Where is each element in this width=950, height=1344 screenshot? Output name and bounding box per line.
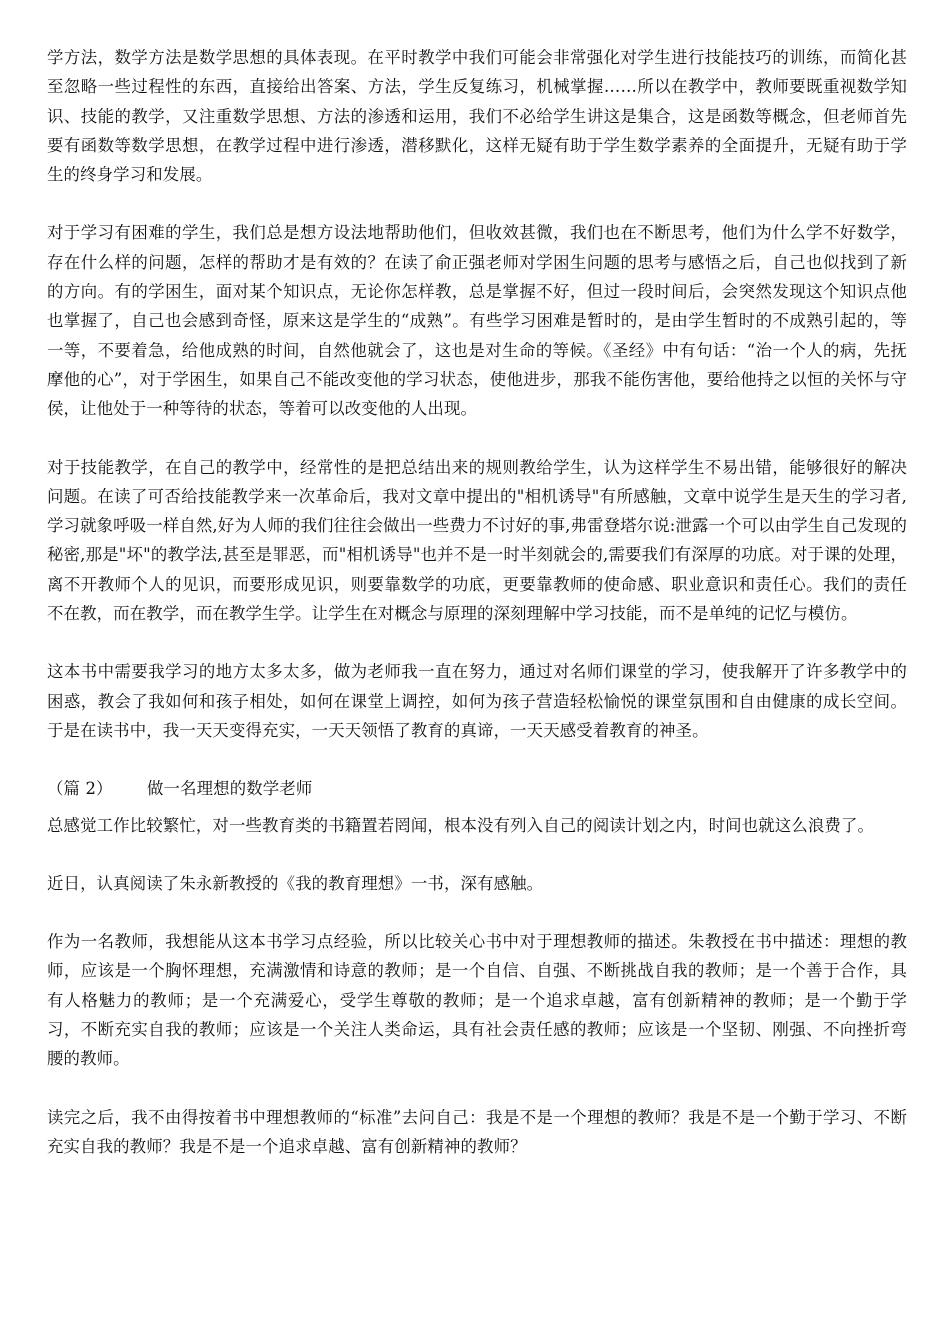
section-title: 做一名理想的数学老师 xyxy=(147,779,313,799)
paragraph-6: 近日，认真阅读了朱永新教授的《我的教育理想》一书，深有感触。 xyxy=(47,873,544,893)
section-heading xyxy=(47,774,907,803)
paragraph-7: 作为一名教师，我想能从这本书学习点经验，所以比较关心书中对于理想教师的描述。朱教授在书中描述：理想的教师，应该是一个胸怀理想，充满激情和诗意的教师；是一个自信、自强、不断挑战自我的教师；是一个善于合作，具有人格魅力的教师；是一个充满爱心，受学生尊敬的教师；是一个追求卓越，富有创新精神的教师；是一个勤于学习，不断充实自我的教师；应该是一个关注人类命运，具有社会责任感的教师；应该是一个坚韧、刚强、不向挫折弯腰的教师。 xyxy=(47,932,907,1069)
document-page xyxy=(47,43,907,1190)
paragraph-1: 学方法，数学方法是数学思想的具体表现。在平时教学中我们可能会非常强化对学生进行技能技巧的训练，而简化甚至忽略一些过程性的东西，直接给出答案、方法，学生反复练习，机械掌握……所以在教学中，教师要既重视数学知识、技能的教学，又注重数学思想、方法的渗透和运用，我们不必给学生讲这是集合，这是函数等概念，但老师首先要有函数等数学思想，在教学过程中进行渗透，潜移默化，这样无疑有助于学生数学素养的全面提升，无疑有助于学生的终身学习和发展。 xyxy=(47,48,907,185)
paragraph-8: 读完之后，我不由得按着书中理想教师的“标准”去问自己：我是不是一个理想的教师？我是不是一个勤于学习、不断充实自我的教师？我是不是一个追求卓越、富有创新精神的教师？ xyxy=(47,1107,907,1156)
paragraph-5: 总感觉工作比较繁忙，对一些教育类的书籍置若罔闻，根本没有列入自己的阅读计划之内，时间也就这么浪费了。 xyxy=(47,815,875,835)
section-tag: （篇 2） xyxy=(47,779,113,799)
paragraph-3: 对于技能教学，在自己的教学中，经常性的是把总结出来的规则教给学生，认为这样学生不易出错，能够很好的解决问题。在读了可否给技能教学来一次革命后，我对文章中提出的"相机诱导"有所感触，文章中说学生是天生的学习者,学习就象呼吸一样自然,好为人师的我们往往会做出一些费力不讨好的事,弗雷登塔尔说:泄露一个可以由学生自己发现的秘密,那是"坏"的教学法,甚至是罪恶，而"相机诱导"也并不是一时半刻就会的,需要我们有深厚的功底。对于课的处理，离不开教师个人的见识，而要形成见识，则要靠数学的功底，更要靠教师的使命感、职业意识和责任心。我们的责任不在教，而在教学，而在教学生学。让学生在对概念与原理的深刻理解中学习技能，而不是单纯的记忆与模仿。 xyxy=(47,457,907,624)
paragraph-4: 这本书中需要我学习的地方太多太多，做为老师我一直在努力，通过对名师们课堂的学习，使我解开了许多教学中的困惑，教会了我如何和孩子相处，如何在课堂上调控，如何为孩子营造轻松愉悦的课堂氛围和自由健康的成长空间。于是在读书中，我一天天变得充实，一天天领悟了教育的真谛，一天天感受着教育的神圣。 xyxy=(47,662,907,740)
paragraph-2: 对于学习有困难的学生，我们总是想方设法地帮助他们，但收效甚微，我们也在不断思考，他们为什么学不好数学，存在什么样的问题，怎样的帮助才是有效的？在读了俞正强老师对学困生问题的思考与感悟之后，自己也似找到了新的方向。有的学困生，面对某个知识点，无论你怎样教，总是掌握不好，但过一段时间后，会突然发现这个知识点他也掌握了，自己也会感到奇怪，原来这是学生的“成熟”。有些学习困难是暂时的，是由学生暂时的不成熟引起的，等一等，不要着急，给他成熟的时间，自然他就会了，这也是对生命的等候。《圣经》中有句话：“治一个人的病，先抚摩他的心”，对于学困生，如果自己不能改变他的学习状态，使他进步，那我不能伤害他，要给他持之以恒的关怀与守侯，让他处于一种等待的状态，等着可以改变他的人出现。 xyxy=(47,223,907,419)
